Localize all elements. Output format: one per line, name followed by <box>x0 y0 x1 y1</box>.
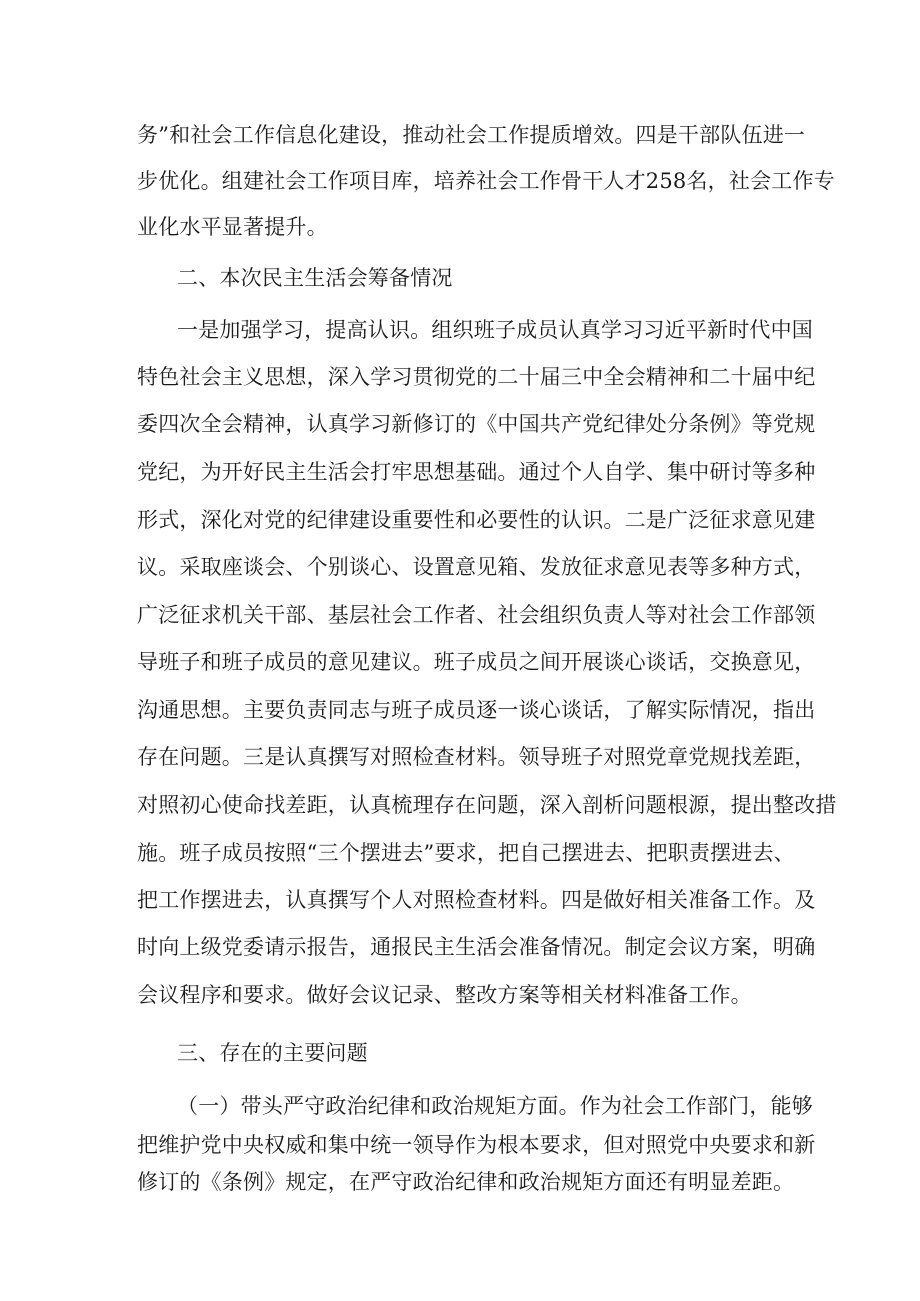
paragraph-1-line-2: 步优化。组建社会工作项目库，培养社会工作骨干人才258名，社会工作专 <box>137 169 835 193</box>
paragraph-2-line-6: 议。采取座谈会、个别谈心、设置意见箱、发放征求意见表等多种方式， <box>137 555 816 579</box>
paragraph-2-line-14: 时向上级党委请示报告，通报民主生活会准备情况。制定会议方案，明确 <box>137 935 816 959</box>
paragraph-2-line-9: 沟通思想。主要负责同志与班子成员逐一谈心谈话，了解实际情况，指出 <box>137 698 816 722</box>
section-heading-3: 三、存在的主要问题 <box>177 1041 368 1065</box>
paragraph-2-line-1: 一是加强学习，提高认识。组织班子成员认真学习习近平新时代中国 <box>177 318 813 342</box>
paragraph-3-line-3: 修订的《条例》规定，在严守政治纪律和政治规矩方面还有明显差距。 <box>137 1170 795 1194</box>
paragraph-2-line-10: 存在问题。三是认真撰写对照检查材料。领导班子对照党章党规找差距， <box>137 745 816 769</box>
paragraph-2-line-2: 特色社会主义思想，深入学习贯彻党的二十届三中全会精神和二十届中纪 <box>137 365 816 389</box>
paragraph-3-line-2: 把维护党中央权威和集中统一领导作为根本要求，但对照党中央要求和新 <box>137 1133 816 1157</box>
section-heading-2: 二、本次民主生活会筹备情况 <box>177 266 453 290</box>
paragraph-2-line-11: 对照初心使命找差距，认真梳理存在问题，深入剖析问题根源，提出整改措 <box>137 793 837 817</box>
paragraph-2-line-5: 形式，深化对党的纪律建设重要性和必要性的认识。二是广泛征求意见建 <box>137 508 816 532</box>
paragraph-2-line-4: 党纪，为开好民主生活会打牢思想基础。通过个人自学、集中研讨等多种 <box>137 460 816 484</box>
paragraph-2-line-8: 导班子和班子成员的意见建议。班子成员之间开展谈心谈话，交换意见， <box>137 650 816 674</box>
paragraph-1-line-3: 业化水平显著提升。 <box>137 215 328 239</box>
paragraph-2-line-7: 广泛征求机关干部、基层社会工作者、社会组织负责人等对社会工作部领 <box>137 603 816 627</box>
paragraph-2-line-12: 施。班子成员按照“三个摆进去”要求，把自己摆进去、把职责摆进去、 <box>137 841 795 865</box>
paragraph-2-line-3: 委四次全会精神，认真学习新修订的《中国共产党纪律处分条例》等党规 <box>137 412 816 436</box>
paragraph-2-line-15: 会议程序和要求。做好会议记录、整改方案等相关材料准备工作。 <box>137 983 752 1007</box>
paragraph-2-line-13: 把工作摆进去，认真撰写个人对照检查材料。四是做好相关准备工作。及 <box>137 888 816 912</box>
paragraph-3-line-1: （一）带头严守政治纪律和政治规矩方面。作为社会工作部门，能够 <box>177 1094 813 1118</box>
paragraph-1-line-1: 务”和社会工作信息化建设，推动社会工作提质增效。四是干部队伍进一 <box>137 123 806 147</box>
